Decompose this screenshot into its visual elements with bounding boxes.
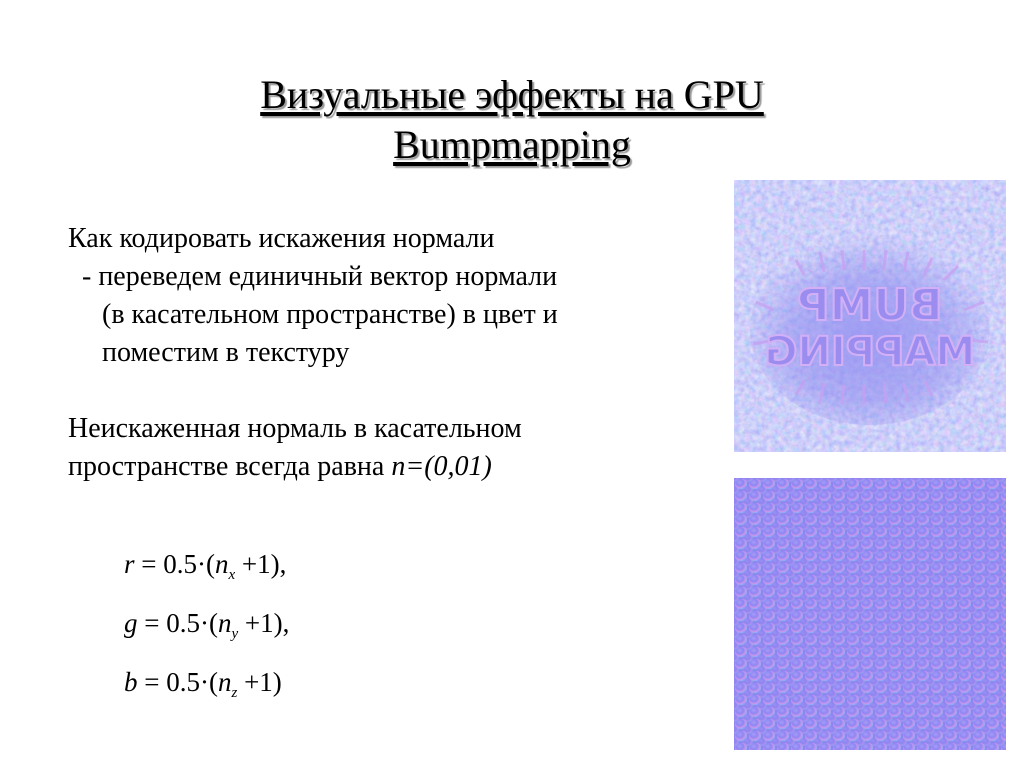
slide-title (0, 70, 1024, 170)
body-line-4: поместим в текстуру (102, 337, 350, 368)
formula-sub: x (228, 567, 236, 583)
formula-n: n (217, 608, 232, 638)
title-line-2: Bumpmapping (393, 122, 631, 167)
formula-coef: = 0.5·( (144, 667, 218, 697)
formula-g (124, 599, 289, 658)
slide-body (68, 220, 708, 486)
normal-map-bumps-svg (734, 478, 1006, 750)
body-line-1: Как кодировать искажения нормали (68, 223, 495, 254)
body-line-3: (в касательном пространстве) в цвет и (102, 299, 558, 330)
formula-coef: = 0.5·( (141, 549, 215, 579)
body-line-6 (68, 448, 708, 486)
mapping-word: MAPPING (764, 329, 976, 375)
formula-rest: +1) (237, 667, 282, 697)
formula-b (124, 658, 289, 717)
spacer (68, 372, 708, 410)
normal-vector-math: n=(0,01) (391, 451, 492, 482)
normal-map-bumps-texture (734, 478, 1006, 750)
formula-var: r (124, 549, 135, 579)
body-line-6-text: пространстве всегда равна (68, 451, 392, 482)
body-line-5: Неискаженная нормаль в касательном (68, 413, 522, 444)
formula-n: n (214, 549, 229, 579)
formula-sub: y (231, 626, 239, 642)
bump-word: BUMP (797, 280, 943, 331)
formula-coef: = 0.5·( (144, 608, 218, 638)
formula-sub: z (231, 685, 238, 701)
formula-n: n (217, 667, 232, 697)
formula-rest: +1), (238, 608, 290, 638)
normal-map-text-texture (734, 180, 1006, 452)
formula-rest: +1), (235, 549, 287, 579)
formula-r (124, 540, 289, 599)
bump-cells-offset (734, 478, 1006, 750)
formula-var: b (124, 667, 138, 697)
formula-var: g (124, 608, 138, 638)
title-line-1: Визуальные эффекты на GPU (260, 72, 764, 117)
body-line-2: - переведем единичный вектор нормали (82, 261, 558, 292)
normal-map-text-svg (734, 180, 1006, 452)
formula-block (124, 540, 289, 717)
